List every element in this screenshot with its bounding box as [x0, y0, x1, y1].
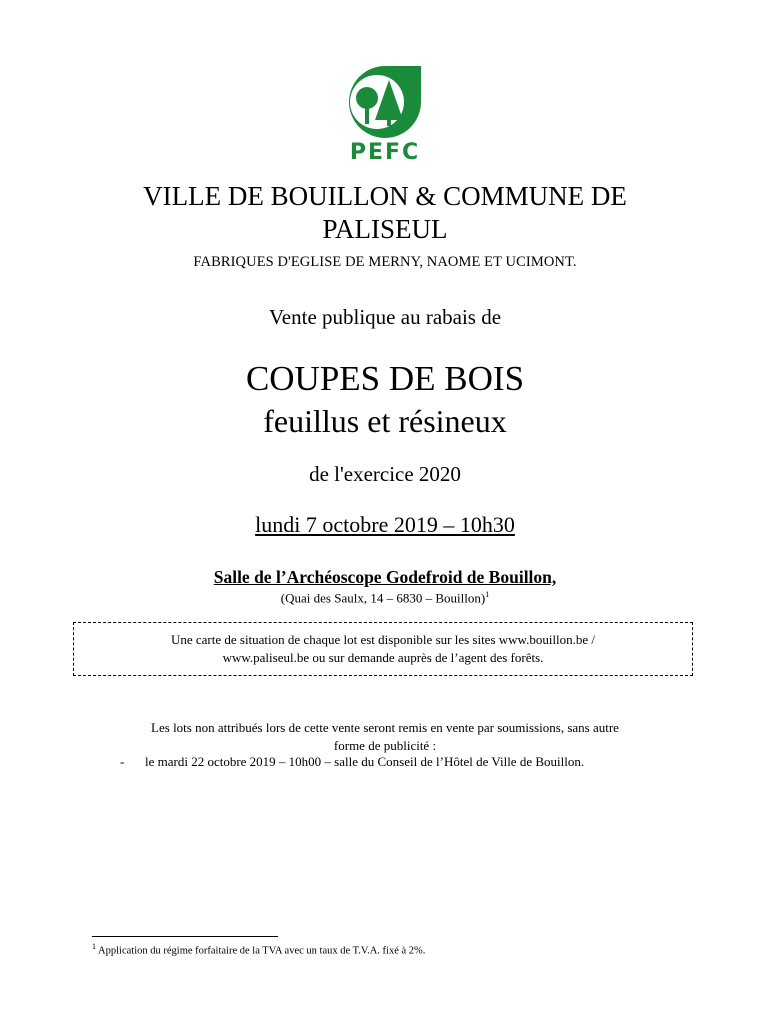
footnote-number: 1: [92, 942, 96, 951]
pefc-logo-text: PEFC: [349, 140, 421, 164]
sale-date-time-text: lundi 7 octobre 2019 – 10h30: [255, 512, 515, 537]
unsold-line-1: Les lots non attribués lors de cette vente seront remis en vente par soumissions, sans autre: [151, 720, 619, 735]
unsold-line-2: forme de publicité :: [333, 738, 437, 753]
page-title: VILLE DE BOUILLON & COMMUNE DE PALISEUL: [143, 181, 627, 244]
sale-main-title: COUPES DE BOIS: [245, 359, 525, 398]
footnote: [92, 942, 425, 957]
venue-address: [0, 590, 770, 606]
info-box: [73, 622, 693, 676]
info-box-line-1: Une carte de situation de chaque lot est disponible sur les sites www.bouillon.be /: [170, 632, 596, 647]
info-box-line-2: www.paliseul.be ou sur demande auprès de l’agent des forêts.: [222, 650, 544, 665]
page-subtitle: FABRIQUES D'EGLISE DE MERNY, NAOME ET UCIMONT.: [193, 254, 577, 270]
venue-address-text: (Quai des Saulx, 14 – 6830 – Bouillon): [280, 590, 486, 606]
sale-intro: Vente publique au rabais de: [268, 305, 502, 329]
pefc-logo: [337, 60, 433, 164]
unsold-lots-paragraph: [0, 719, 770, 755]
pefc-logo-icon: [337, 60, 433, 164]
exercise-year: de l'exercice 2020: [309, 462, 461, 486]
footnote-divider: [92, 936, 278, 937]
bullet-text: le mardi 22 octobre 2019 – 10h00 – salle du Conseil de l’Hôtel de Ville de Bouillon.: [145, 754, 585, 769]
venue-name: [0, 567, 770, 588]
sale-date-time: [0, 512, 770, 538]
venue-name-text: Salle de l’Archéoscope Godefroid de Bouillon,: [213, 567, 557, 587]
sale-sub-title: feuillus et résineux: [263, 403, 507, 439]
footnote-text: Application du régime forfaitaire de la TVA avec un taux de T.V.A. fixé à 2%.: [98, 945, 426, 957]
bullet-marker: -: [120, 754, 125, 769]
footnote-ref: 1: [485, 590, 490, 599]
